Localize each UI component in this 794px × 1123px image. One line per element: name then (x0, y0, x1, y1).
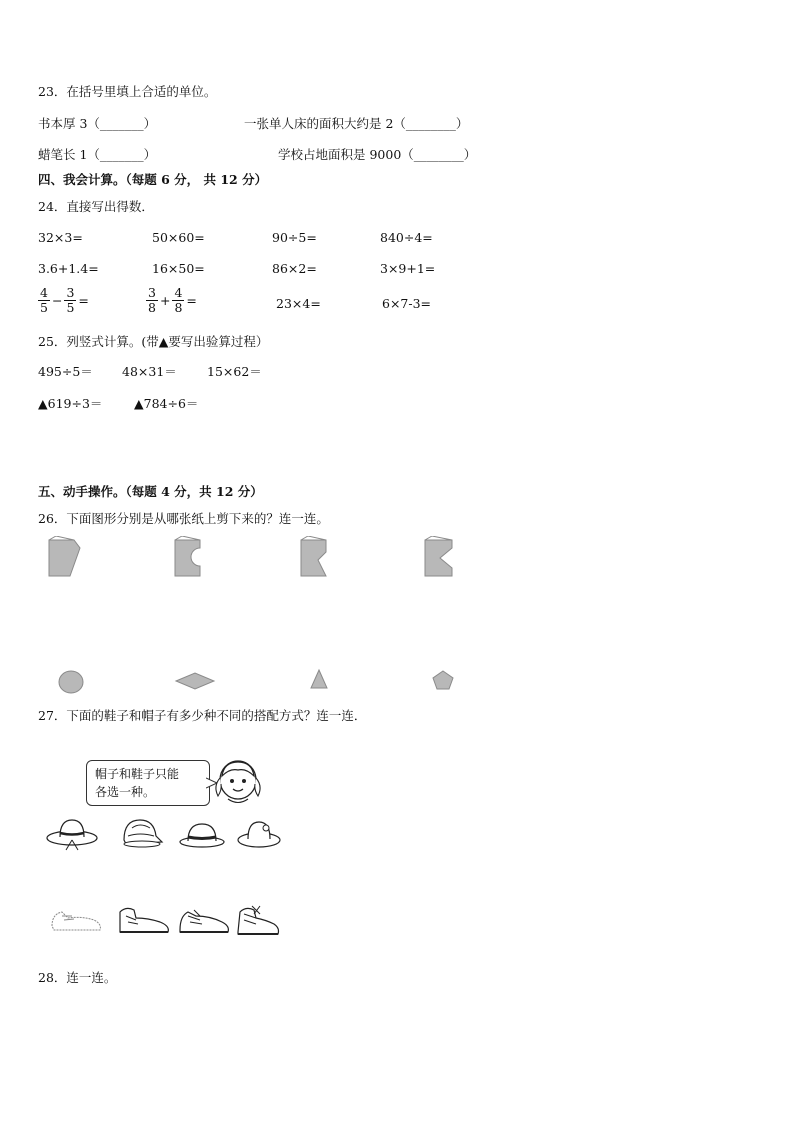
q24-fraction-expr-2 (146, 286, 199, 315)
frac2-num2: 4 (174, 285, 183, 300)
q23-title: 23．在括号里填上合适的单位。 (38, 84, 217, 99)
cut-paper-2 (170, 536, 210, 582)
speech-bubble (86, 760, 210, 806)
frac2-den1: 8 (148, 300, 156, 315)
q24-r1-2: 50×60= (152, 230, 205, 245)
frac1-den1: 5 (40, 300, 48, 315)
hat-icon-1 (44, 812, 102, 854)
shoe-icon-4 (234, 900, 282, 940)
q24-r2-3: 86×2= (272, 261, 317, 276)
bubble-text-line2: 各选一种。 (95, 785, 156, 799)
shoe-icon-3 (176, 902, 232, 938)
q23-item-d: 学校占地面积是 9000（________） (278, 147, 477, 162)
circle-shape (57, 669, 87, 697)
frac1-operator: − (51, 293, 63, 308)
pentagon-shape (430, 668, 456, 692)
q27-title: 27．下面的鞋子和帽子有多少种不同的搭配方式？连一连． (38, 708, 367, 723)
q24-title: 24．直接写出得数． (38, 199, 154, 214)
q24-r2-4: 3×9+1= (380, 261, 436, 276)
cut-paper-4 (420, 536, 460, 582)
q25-title: 25．列竖式计算。(带▲要写出验算过程） (38, 334, 269, 349)
q24-fraction-expr-1 (38, 286, 91, 315)
q23-item-b: 一张单人床的面积大约是 2（________） (244, 116, 469, 131)
hat-icon-4 (236, 814, 282, 852)
frac2-operator: + (159, 293, 171, 308)
q28-title: 28．连一连。 (38, 970, 117, 985)
frac1-den2: 5 (66, 300, 75, 315)
cut-paper-1 (44, 536, 84, 582)
section-4-heading: 四、我会计算。（每题 6 分， 共 12 分） (38, 172, 268, 187)
frac1-num1: 4 (40, 285, 48, 300)
frac2-den2: 8 (174, 300, 183, 315)
hat-icon-3 (178, 818, 226, 852)
shoe-icon-2 (116, 902, 172, 938)
girl-icon (210, 756, 266, 808)
frac1-num2: 3 (66, 285, 75, 300)
frac2-equals: = (186, 293, 197, 308)
q25-r1-2: 48×31＝ (122, 364, 177, 379)
q24-r2-2: 16×50= (152, 261, 205, 276)
q25-r1-1: 495÷5＝ (38, 364, 93, 379)
q23-item-a: 书本厚 3（_______） (38, 116, 157, 131)
frac2-num1: 3 (148, 285, 156, 300)
q24-r1-1: 32×3= (38, 230, 83, 245)
section-5-heading: 五、动手操作。（每题 4 分，共 12 分） (38, 484, 263, 499)
q25-r2-2: ▲784÷6＝ (134, 396, 199, 411)
q24-r1-3: 90÷5= (272, 230, 317, 245)
triangle-shape (308, 668, 330, 692)
cut-paper-3 (296, 536, 336, 582)
frac1-equals: = (78, 293, 89, 308)
q24-r3-1: 23×4= (276, 296, 321, 311)
q25-r1-3: 15×62＝ (207, 364, 262, 379)
hat-icon-2 (118, 814, 164, 854)
q24-r3-2: 6×7-3= (382, 296, 432, 311)
bubble-text-line1: 帽子和鞋子只能 (95, 767, 180, 781)
q23-item-c: 蜡笔长 1（_______） (38, 147, 157, 162)
q24-r2-1: 3.6+1.4= (38, 261, 99, 276)
q26-title: 26．下面图形分别是从哪张纸上剪下来的？连一连。 (38, 511, 329, 526)
q25-r2-1: ▲619÷3＝ (38, 396, 103, 411)
q24-r1-4: 840÷4= (380, 230, 433, 245)
shoe-icon-1 (48, 904, 104, 934)
rhombus-shape (174, 670, 216, 692)
